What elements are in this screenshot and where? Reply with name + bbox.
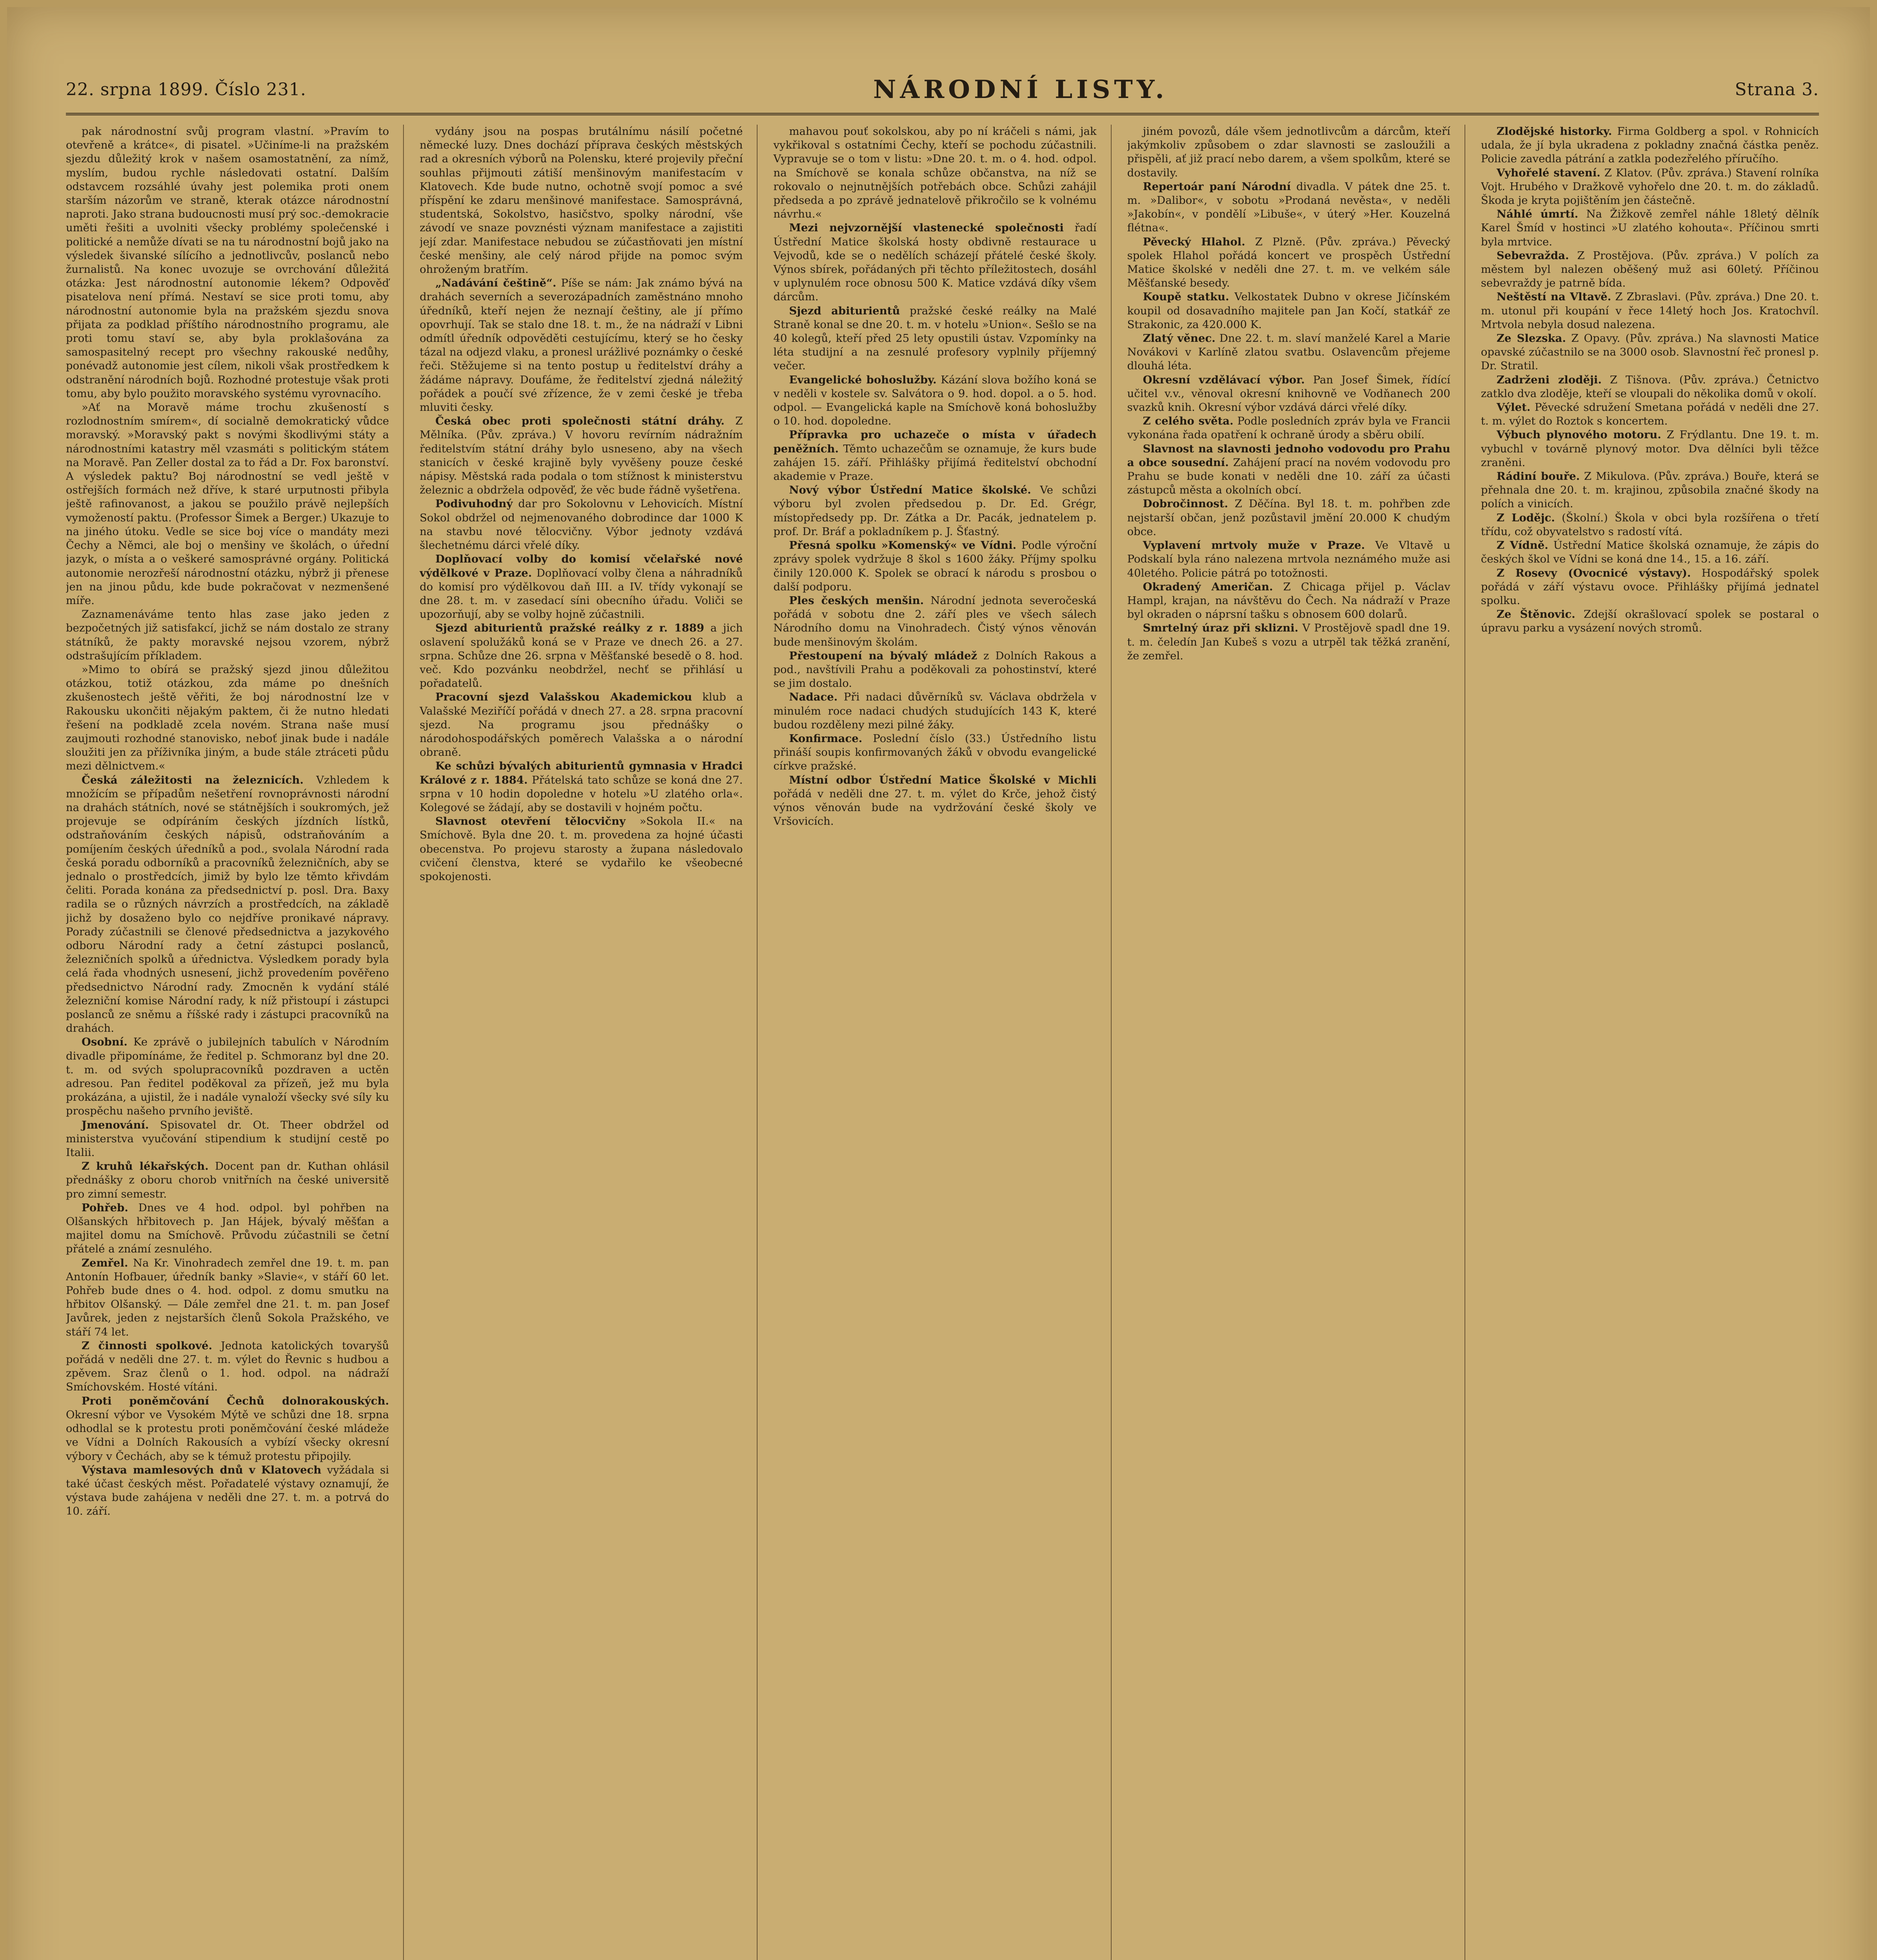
article-paragraph: [1481, 470, 1819, 511]
article-text: divadla. V pátek dne 25. t. m. »Dalibor«, v sobotu »Prodaná nevěsta«, v neděli »Jakobín«, v pondělí »Libuše«, v úterý »Her. Kouzelná flétna«.: [1127, 180, 1450, 234]
article-paragraph: [420, 759, 743, 815]
article-paragraph: [1481, 249, 1819, 290]
article-heading: Z kruhů lékařských.: [82, 1160, 209, 1173]
article-paragraph: [1127, 497, 1450, 539]
article-text: Národní jednota severočeská pořádá v sobotu dne 2. září ples ve všech sálech Národního domu na Vinohradech. Čistý výnos věnován bude menšinovým školám.: [773, 594, 1097, 648]
article-paragraph: [66, 1256, 389, 1339]
article-heading: Zlodějské historky.: [1496, 125, 1612, 138]
article-heading: Česká záležitosti na železnicích.: [82, 773, 304, 786]
article-paragraph: [1481, 539, 1819, 566]
article-text: řadí Ústřední Matice školská hosty obdivně restaurace u Vejvodů, kde se o nedělích scházejí přátelé české školy. Výnos sbírek, pořádaných při těchto příležitostech, dosáhl v uplynulém roce obnosu 500 K. Matice vzdává díky všem dárcům.: [773, 221, 1097, 303]
article-heading: Vyplavení mrtvoly muže v Praze.: [1143, 539, 1365, 552]
article-paragraph: [773, 773, 1096, 829]
article-paragraph: [66, 401, 389, 608]
article-text: Zdejší okrašlovací spolek se postaral o úpravu parku a vysázení nových stromů.: [1481, 608, 1819, 635]
article-heading: Místní odbor Ústřední Matice Školské v Michli: [789, 773, 1097, 786]
article-text: Podle výroční zprávy spolek vydržuje 8 škol s 1600 žáky. Příjmy spolku činily 120.000 K. Spolek se obrací k národu s prosbou o další podporu.: [773, 539, 1097, 593]
article-text: Docent pan dr. Kuthan ohlásil přednášky z oboru chorob vnitřních na české universitě pro zimní semestr.: [66, 1160, 389, 1200]
article-paragraph: [1127, 290, 1450, 332]
article-heading: Z celého světa.: [1143, 415, 1234, 428]
article-paragraph: [773, 690, 1096, 732]
article-heading: Slavnost otevření tělocvičny: [435, 815, 626, 828]
article-paragraph: [420, 690, 743, 759]
article-paragraph: [1127, 580, 1450, 622]
article-heading: Z činnosti spolkové.: [82, 1339, 213, 1352]
article-text: Z Mělníka. (Pův. zpráva.) V hovoru revírním nádražním ředitelstvím státní dráhy bylo usneseno, aby na všech stanicích v české krajině byly vyvěšeny pouze české nápisy. Městská rada podala o tom stížnost k ministerstvu železnic a obdržela odpověď, že věc bude řádně vyšetřena.: [420, 415, 743, 497]
article-paragraph: [1481, 373, 1819, 401]
article-paragraph: [1481, 332, 1819, 373]
article-text: Píše se nám: Jak známo bývá na drahách severních a severozápadních zaměstnáno mnoho úředníků, kteří nejen že neznají češtiny, ale jí přímo opovrhují. Tak se stalo dne 18. t. m., že na nádraží v Libni odmítl úředník odpověděti cestujícímu, který se ho česky tázal na odjezd vlaku, a pronesl urážlivé poznámky o české řeči. Stěžujeme si na tento postup u ředitelství dráhy a žádáme nápravy. Doufáme, že ředitelství zjedná náležitý pořádek a poučí své zřízence, že v zemi české je třeba mluviti česky.: [420, 277, 743, 414]
article-text: Firma Goldberg a spol. v Rohnicích udala, že jí byla ukradena z pokladny značná částka peněz. Policie zavedla pátrání a zatkla podezřelého příručího.: [1481, 125, 1819, 165]
article-paragraph: [66, 1339, 389, 1394]
article-heading: Ke schůzi bývalých abiturientů gymnasia v Hradci Králové z r. 1884.: [420, 760, 743, 786]
column-2: [420, 125, 758, 1960]
article-heading: Výbuch plynového motoru.: [1496, 428, 1661, 441]
article-heading: Sjezd abiturientů pražské reálky z r. 1889: [435, 622, 704, 635]
article-text: Zahájení prací na novém vodovodu pro Prahu se bude konati v neděli dne 10. září za účasti zástupců města a okolních obcí.: [1127, 456, 1450, 497]
article-heading: Koupě statku.: [1143, 290, 1229, 303]
article-paragraph: [773, 373, 1096, 428]
article-text: Z Chicaga přijel p. Václav Hampl, krajan, na návštěvu do Čech. Na nádraží v Praze byl okraden o náprsní tašku s obnosem 600 dolarů.: [1127, 580, 1450, 621]
article-heading: Náhlé úmrtí.: [1496, 208, 1579, 221]
article-heading: Sebevražda.: [1496, 249, 1569, 262]
article-heading: Česká obec proti společnosti státní dráhy.: [435, 415, 725, 428]
article-heading: Z Rosevy (Ovocnicé výstavy).: [1496, 566, 1691, 579]
article-paragraph: [66, 1394, 389, 1463]
article-paragraph: [773, 732, 1096, 773]
article-text: Poslední číslo (33.) Ústředního listu přináší soupis konfirmovaných žáků v obvodu evangelické církve pražské.: [773, 732, 1097, 773]
article-heading: Zemřel.: [82, 1256, 128, 1269]
newspaper-title: NÁRODNÍ LISTY.: [873, 74, 1168, 104]
article-paragraph: [66, 1160, 389, 1201]
article-paragraph: [773, 483, 1096, 539]
article-paragraph: [1481, 207, 1819, 249]
article-text: Na Kr. Vinohradech zemřel dne 19. t. m. pan Antonín Hofbauer, úředník banky »Slavie«, v stáří 60 let. Pohřeb bude dnes o 4. hod. odpol. z domu smutku na hřbitov Olšanský. — Dále zemřel dne 21. t. m. pan Josef Javůrek, jeden z nejstarších členů Sokola Pražského, ve stáří 74 let.: [66, 1256, 389, 1338]
article-text: pořádá v neděli dne 27. t. m. výlet do Krče, jehož čistý výnos věnován bude na vydržování české školy ve Vršovicích.: [773, 787, 1097, 828]
article-paragraph: [1127, 539, 1450, 580]
article-heading: Smrtelný úraz při sklizni.: [1143, 622, 1299, 635]
article-heading: Ples českých menšin.: [789, 594, 924, 607]
article-paragraph: [66, 125, 389, 401]
article-text: Vzhledem k množícím se případům nešetření rovnoprávnosti národní na drahách státních, nové se státnějších i soukromých, jež projevuje se odpíráním českých jízdních lístků, odstraňováním českých nápisů, odstraňováním a pomíjením českých úředníků a pod., svolala Národní rada česká poradu odborníků a pracovníků železničních, aby se jednalo o prostředcích, jimiž by bylo lze těmto křivdám čeliti. Porada konána za předsednictví p. posl. Dra. Baxy radila se o různých návrzích a prostředcích, na základě jichž by dosaženo bylo co nejdříve pronikavé nápravy. Porady zúčastnili se členové předsednictva a jazykového odboru Národní rady a četní zástupci poslanců, železničních spolků a úřednictva. Výsledkem porady byla celá řada vhodných usnesení, jichž provedením pověřeno předsednictvo Národní rady. Zmocněn k vydání stálé železniční komise Národní rady, k níž přistoupí i zástupci poslanců ze sněmu a říšské rady i zástupci pracovníků na drahách.: [66, 773, 389, 1035]
article-paragraph: [66, 1118, 389, 1160]
article-text: Dnes ve 4 hod. odpol. byl pohřben na Olšanských hřbitovech p. Jan Hájek, bývalý měšťan a majitel domu na Smíchově. Průvodu zúčastnili se četní přátelé a známí zesnulého.: [66, 1201, 389, 1256]
article-heading: Pohřeb.: [82, 1201, 129, 1214]
article-paragraph: [773, 125, 1096, 221]
article-heading: Repertoár paní Národní: [1143, 180, 1291, 193]
article-text: klub a Valašské Meziříčí pořádá v dnech 27. a 28. srpna pracovní sjezd. Na programu jsou přednášky o národohospodářských poměrech Valašska a o národní obraně.: [420, 691, 743, 759]
article-paragraph: [420, 621, 743, 690]
article-heading: Doplňovací volby do komisí včelařské nové výdělkové v Praze.: [420, 553, 743, 579]
article-text: Ke zprávě o jubilejních tabulích v Národním divadle připomínáme, že ředitel p. Schmoranz byl dne 20. t. m. od svých spolupracovníků pozdraven a uctěn adresou. Pan ředitel poděkoval za přízeň, jež mu byla prokázána, a ujistil, že i nadále vynaloží všecky své síly ku prospěchu našeho prvního jeviště.: [66, 1036, 389, 1118]
column-1: [66, 125, 404, 1960]
article-text: Ve Vltavě u Podskalí byla ráno nalezena mrtvola neznámého muže asi 40letého. Policie pátrá po totožnosti.: [1127, 539, 1450, 579]
article-paragraph: [773, 221, 1096, 304]
article-text: Podle posledních zpráv byla ve Francii vykonána řada opatření k ochraně úrody a sběru obilí.: [1127, 415, 1450, 441]
article-text: »Mimo to obírá se pražský sjezd jinou důležitou otázkou, totiž otázkou, zda máme po dnešních zkušenostech ještě věřiti, že boj národnostní lze v Rakousku ukončiti nějakým paktem, či že nutno hledati řešení na podkladě zcela novém. Strana naše musí zaujmouti rozhodné stanovisko, neboť jinak bude i nadále sloužiti jen za příživníka jiným, a bude stále ztráceti půdu mezi dělnictvem.«: [66, 663, 389, 773]
article-paragraph: [773, 428, 1096, 483]
article-heading: Pěvecký Hlahol.: [1143, 235, 1245, 248]
article-text: Doplňovací volby člena a náhradníků do komisí pro výdělkovou daň III. a IV. třídy vykonají se dne 28. t. m. v zasedací síni obecního úřadu. Voliči se upozorňují, aby se volby hojně zúčastnili.: [420, 566, 743, 621]
column-3: [773, 125, 1111, 1960]
article-text: Z Frýdlantu. Dne 19. t. m. vybuchl v továrně plynový motor. Dva dělníci byli těžce zraněni.: [1481, 428, 1819, 469]
article-heading: Vyhořelé stavení.: [1496, 166, 1601, 179]
article-paragraph: [1127, 180, 1450, 235]
article-paragraph: [1127, 125, 1450, 180]
article-paragraph: [1481, 608, 1819, 635]
article-text: Zaznamenáváme tento hlas zase jako jeden z bezpočetných již satisfakcí, jichž se nám dostalo ze strany státníků, že pakty moravské nejsou vzorem, nýbrž odstrašujícím příkladem.: [66, 608, 389, 662]
article-heading: Proti poněmčování Čechů dolnorakouských.: [82, 1394, 389, 1407]
article-paragraph: [1127, 621, 1450, 663]
article-paragraph: [1481, 125, 1819, 166]
article-paragraph: [420, 497, 743, 552]
article-paragraph: [1481, 166, 1819, 208]
article-paragraph: [1481, 511, 1819, 539]
article-text: jiném povozů, dále všem jednotlivcům a dárcům, kteří jakýmkoliv způsobem o zdar slavnosti se zasloužili a přispěli, ať již prací nebo darem, a všem spolkům, které se dostavily.: [1127, 125, 1450, 179]
article-text: Hospodářský spolek pořádá v září výstavu ovoce. Přihlášky přijímá jednatel spolku.: [1481, 566, 1819, 607]
article-heading: Evangelické bohoslužby.: [789, 373, 937, 386]
article-text: Jednota katolických tovaryšů pořádá v neděli dne 27. t. m. výlet do Řevnic s hudbou a zpěvem. Sraz členů o 1. hod. odpol. na nádraží Smíchovském. Hosté vítáni.: [66, 1339, 389, 1394]
article-text: Z Tišnova. (Pův. zpráva.) Četnictvo zatklo dva zloděje, kteří se vloupali do několika domů v okolí.: [1481, 373, 1819, 400]
article-text: Z Prostějova. (Pův. zpráva.) V polích za městem byl nalezen oběšený muž asi 60letý. Příčinou sebevraždy je patrně bída.: [1481, 249, 1819, 290]
article-heading: Rádiní bouře.: [1496, 470, 1580, 483]
article-paragraph: [420, 276, 743, 414]
article-heading: Neštěstí na Vltavě.: [1496, 290, 1612, 303]
article-heading: Sjezd abiturientů: [789, 304, 900, 317]
article-paragraph: [1127, 373, 1450, 415]
article-text: mahavou pouť sokolskou, aby po ní kráčeli s námi, jak vykřikoval s ostatními Čechy, kteří se pochodu zúčastnili. Vypravuje se o tom v listu: »Dne 20. t. m. o 4. hod. odpol. na Smíchově se konala schůze občanstva, na níž se rokovalo o nejnutnějších potřebách obce. Schůzi zahájil předseda a po zprávě jednatelově přikročilo se k volnému návrhu.«: [773, 125, 1097, 221]
article-text: Pěvecké sdružení Smetana pořádá v neděli dne 27. t. m. výlet do Roztok s koncertem.: [1481, 401, 1819, 428]
article-text: Pan Josef Šimek, řídící učitel v.v., věnoval okresní knihovně ve Vodňanech 200 svazků knih. Okresní výbor vzdává dárci vřelé díky.: [1127, 373, 1450, 414]
article-text: Velkostatek Dubno v okrese Jičínském koupil od dosavadního majitele pan Jan Kočí, statkář ze Strakonic, za 420.000 K.: [1127, 290, 1450, 331]
article-text: Okresní výbor ve Vysokém Mýtě ve schůzi dne 18. srpna odhodlal se k protestu proti poněmčování české mládeže ve Vídni a Dolních Rakousích a vybízí všecky okresní výbory v Čechách, aby se k témuž protestu připojily.: [66, 1408, 389, 1463]
article-paragraph: [1127, 442, 1450, 497]
article-text: Spisovatel dr. Ot. Theer obdržel od ministerstva vyučování stipendium k studijní cestě po Italii.: [66, 1118, 389, 1159]
article-text: dar pro Sokolovnu v Lehovicích. Místní Sokol obdržel od nejmenovaného dobrodince dar 1000 K na stavbu nové tělocvičny. Výbor jednoty vzdává šlechetnému dárci vřelé díky.: [420, 497, 743, 552]
article-text: z Dolních Rakous a pod., navštívili Prahu a poděkovali za pohostinství, které se jim dostalo.: [773, 649, 1097, 690]
article-paragraph: [1481, 290, 1819, 332]
article-heading: Jmenování.: [82, 1118, 149, 1131]
article-text: (Školní.) Škola v obci byla rozšířena o třetí třídu, což obyvatelstvo s radostí vítá.: [1481, 511, 1819, 538]
article-text: pražské české reálky na Malé Straně konal se dne 20. t. m. v hotelu »Union«. Sešlo se na 40 kolegů, kteří před 25 lety opustili ústav. Vzpomínky na léta studijní a na zesnulé profesory vyplnily příjemný večer.: [773, 304, 1097, 372]
article-text: V Prostějově spadl dne 19. t. m. čeledín Jan Kubeš s vozu a utrpěl tak těžká zranění, že zemřel.: [1127, 622, 1450, 662]
article-text: Kázání slova božího koná se v neděli v kostele sv. Salvátora o 9. hod. dopol. a o 5. hod. odpol. — Evangelická kaple na Smíchově koná bohoslužby o 10. hod. dopoledne.: [773, 373, 1097, 428]
article-text: Z Plzně. (Pův. zpráva.) Pěvecký spolek Hlahol pořádá koncert ve prospěch Ústřední Matice školské v neděli dne 27. t. m. ve velkém sále Měšťanské besedy.: [1127, 235, 1450, 290]
masthead: [66, 66, 1819, 115]
article-heading: Okresní vzdělávací výbor.: [1143, 373, 1305, 386]
article-heading: Přestoupení na bývalý mládež: [789, 649, 978, 662]
column-5: [1481, 125, 1819, 1960]
article-heading: Pracovní sjezd Valašskou Akademickou: [435, 691, 692, 704]
article-paragraph: [420, 552, 743, 621]
article-heading: Okradený Američan.: [1143, 580, 1273, 593]
article-paragraph: [1481, 428, 1819, 470]
page-number: Strana 3.: [1735, 79, 1819, 100]
article-text: Při nadaci důvěrníků sv. Václava obdržela v minulém roce nadaci chudých studujících 143 K, které budou rozděleny mezi pilné žáky.: [773, 691, 1097, 731]
article-text: Ve schůzi výboru byl zvolen předsedou p. Dr. Ed. Grégr, místopředsedy pp. Dr. Zátka a Dr. Pacák, jednatelem p. prof. Dr. Bráf a pokladníkem p. J. Šťastný.: [773, 484, 1097, 538]
article-paragraph: [420, 414, 743, 497]
article-text: vyžádala si také účast českých měst. Pořadatelé výstavy oznamují, že výstava bude zahájena v neděli dne 27. t. m. a potrvá do 10. září.: [66, 1463, 389, 1518]
article-paragraph: [66, 608, 389, 663]
article-text: Z Zbraslavi. (Pův. zpráva.) Dne 20. t. m. utonul při koupání v řece 14letý hoch Jos. Kratochvíl. Mrtvola nebyla dosud nalezena.: [1481, 290, 1819, 331]
article-text: »Ať na Moravě máme trochu zkušeností s rozlodnostním smírem«, dí socialně demokratický vůdce moravský. »Moravský pakt s novými škodlivými státy a národnostními katastry měl vzasmáti s politickým státem na Moravě. Pan Zeller dostal za to řád a Dr. Fox baronství. A výsledek paktu? Boj národnostní se vedl ještě v ostřejších formách než dříve, k staré urputnosti přibyla ještě rafinovanost, a jakou se použilo právě nejlepších vymožeností paktu. (Professor Šimek a Berger.) Ukazuje to na jiného útoku. Vedle se sice boj více o mandáty mezi Čechy a Němci, ale boj o menšiny ve školách, o úřední jazyk, o místa a o veškeré samosprávné orgány. Politická autonomie nerozřeší národnostní otázku, nýbrž ji přenese jen na jinou půdu, kde bude pokračovat v nezmenšené míře.: [66, 401, 389, 607]
article-heading: Konfirmace.: [789, 732, 863, 745]
article-paragraph: [773, 649, 1096, 691]
article-paragraph: [66, 1463, 389, 1519]
article-text: Přátelská tato schůze se koná dne 27. srpna v 10 hodin dopoledne v hotelu »U zlatého orla«. Kolegové se žádají, aby se dostavili v hojném počtu.: [420, 773, 743, 814]
article-text: Těmto uchazečům se oznamuje, že kurs bude zahájen 15. září. Přihlášky přijímá ředitelství obchodní akademie v Praze.: [773, 442, 1097, 483]
article-text: Z Klatov. (Pův. zpráva.) Stavení rolníka Vojt. Hrubého v Dražkově vyhořelo dne 20. t. m. do základů. Škoda je kryta pojištěním jen částečně.: [1481, 166, 1819, 207]
article-heading: Přípravka pro uchazeče o místa v úřadech peněžních.: [773, 428, 1097, 455]
article-text: Z Opavy. (Pův. zpráva.) Na slavnosti Matice opavské zúčastnilo se na 3000 osob. Slavnostní řeč pronesl p. Dr. Stratil.: [1481, 332, 1819, 372]
issue-date: 22. srpna 1899. Číslo 231.: [66, 79, 307, 100]
article-heading: Přesná spolku »Komenský« ve Vídni.: [789, 539, 1017, 552]
article-heading: Dobročinnost.: [1143, 497, 1228, 510]
article-text: Z Děčína. Byl 18. t. m. pohřben zde nejstarší občan, jenž pozůstavil jmění 20.000 K chudým obce.: [1127, 497, 1450, 538]
article-heading: Z Vídně.: [1496, 539, 1548, 552]
article-heading: Výstava mamlesových dnů v Klatovech: [82, 1463, 322, 1476]
article-paragraph: [66, 1201, 389, 1256]
article-heading: Zlatý věnec.: [1143, 332, 1216, 345]
article-text: Dne 22. t. m. slaví manželé Karel a Marie Novákovi v Karlíně zlatou svatbu. Oslavencům přejeme dlouhá léta.: [1127, 332, 1450, 372]
article-paragraph: [66, 773, 389, 1036]
article-heading: Výlet.: [1496, 401, 1531, 414]
article-paragraph: [1127, 414, 1450, 442]
article-heading: Slavnost na slavnosti jednoho vodovodu pro Prahu a obce sousední.: [1127, 442, 1450, 469]
column-4: [1127, 125, 1465, 1960]
article-heading: „Nadávání češtině“.: [435, 277, 556, 290]
article-text: »Sokola II.« na Smíchově. Byla dne 20. t. m. provedena za hojné účasti obecenstva. Po projevu starosty a župana následovalo cvičení členstva, které se vydařilo ke všeobecné spokojenosti.: [420, 815, 743, 883]
article-paragraph: [773, 539, 1096, 594]
article-paragraph: [66, 663, 389, 773]
article-heading: Zadrženi zloději.: [1496, 373, 1602, 386]
article-text: pak národnostní svůj program vlastní. »Pravím to otevřeně a krátce«, di pisatel. »Učiníme-li na pražském sjezdu důležitý krok v našem osamostatnění, za nímž, myslím, budou rychle následovati ostatní. Dalším odstavcem rozsáhlé úvahy jest polemika proti onem starším názorům ve straně, kterak otázce národnostní naproti. Jako strana budoucnosti musí prý soc.-demokracie uměti řešiti a uvolniti všecky problémy společenské i politické a nemůže dívati se na tu národnostní bojů jako na výsledek šivanské sílícího a jednotlivcův, poslanců nebo žurnalistů. Na konec uvozuje se ovrchování důležitá otázka: Jest národnostní autonomie lékem? Odpověď pisatelova není přímá. Nestaví se sice proti tomu, aby národnostní autonomie byla na pražském sjezdu snova přijata za podklad příštího národnostního programu, ale proti tomu staví se, aby byla proklašována za samospasitelný recept pro všechny rakouské nedůhy, ponévadž autonomie jest cílem, nikoli však prostředkem k odstranění národních bojů. Rozhodné protestuje však proti tomu, aby bylo použito moravského systému vyrovnacího.: [66, 125, 389, 400]
article-columns: [66, 125, 1819, 1960]
article-heading: Mezi nejvzornější vlastenecké společnosti: [789, 221, 1064, 234]
article-paragraph: [420, 815, 743, 884]
article-heading: Nový výbor Ústřední Matice školské.: [789, 484, 1031, 497]
article-heading: Nadace.: [789, 691, 838, 704]
newspaper-page: [7, 7, 1870, 1960]
article-paragraph: [66, 1035, 389, 1118]
article-text: Ústřední Matice školská oznamuje, že zápis do českých škol ve Vídni se koná dne 14., 15. a 16. září.: [1481, 539, 1819, 566]
article-heading: Osobní.: [82, 1036, 128, 1049]
article-text: a jich oslavení spolužáků koná se v Praze ve dnech 26. a 27. srpna. Schůze dne 26. srpna v Měšťanské besedě o 8. hod. več. Kdo pozvánku neobdržel, nechť se přihlásí u pořadatelů.: [420, 622, 743, 690]
article-paragraph: [420, 125, 743, 276]
article-text: Z Mikulova. (Pův. zpráva.) Bouře, která se přehnala dne 20. t. m. krajinou, způsobila značné škody na polích a vinicích.: [1481, 470, 1819, 510]
article-heading: Ze Slezska.: [1496, 332, 1566, 345]
article-heading: Ze Štěnovic.: [1496, 608, 1575, 621]
article-paragraph: [773, 304, 1096, 373]
article-paragraph: [1127, 332, 1450, 373]
article-heading: Z Lodějc.: [1496, 511, 1555, 524]
article-text: Na Žižkově zemřel náhle 18letý dělník Karel Šmíd v hostinci »U zlatého kohouta«. Příčinou smrti byla mrtvice.: [1481, 208, 1819, 248]
article-text: vydány jsou na pospas brutálnímu násilí početné německé luzy. Dnes dochází příprava českých městských rad a okresních výborů na Polensku, které projevily přeční souhlas přijmouti zátiší menšinovým manifestacím v Klatovech. Kde bude nutno, ochotně svojí pomoc a své příspění ke zdaru menšinové manifestace. Samosprávná, studentská, Sokolstvo, hasičstvo, spolky národní, vše závodí ve snaze povznésti význam manifestace a zajistiti její zdar. Manifestace nebudou se zúčastňovati jen místní české menšiny, ale celý národ přijde na pomoc svým ohroženým bratřím.: [420, 125, 743, 276]
article-paragraph: [773, 594, 1096, 649]
article-paragraph: [1127, 235, 1450, 290]
article-heading: Podivuhodný: [435, 497, 513, 510]
article-paragraph: [1481, 401, 1819, 428]
article-paragraph: [1481, 566, 1819, 608]
